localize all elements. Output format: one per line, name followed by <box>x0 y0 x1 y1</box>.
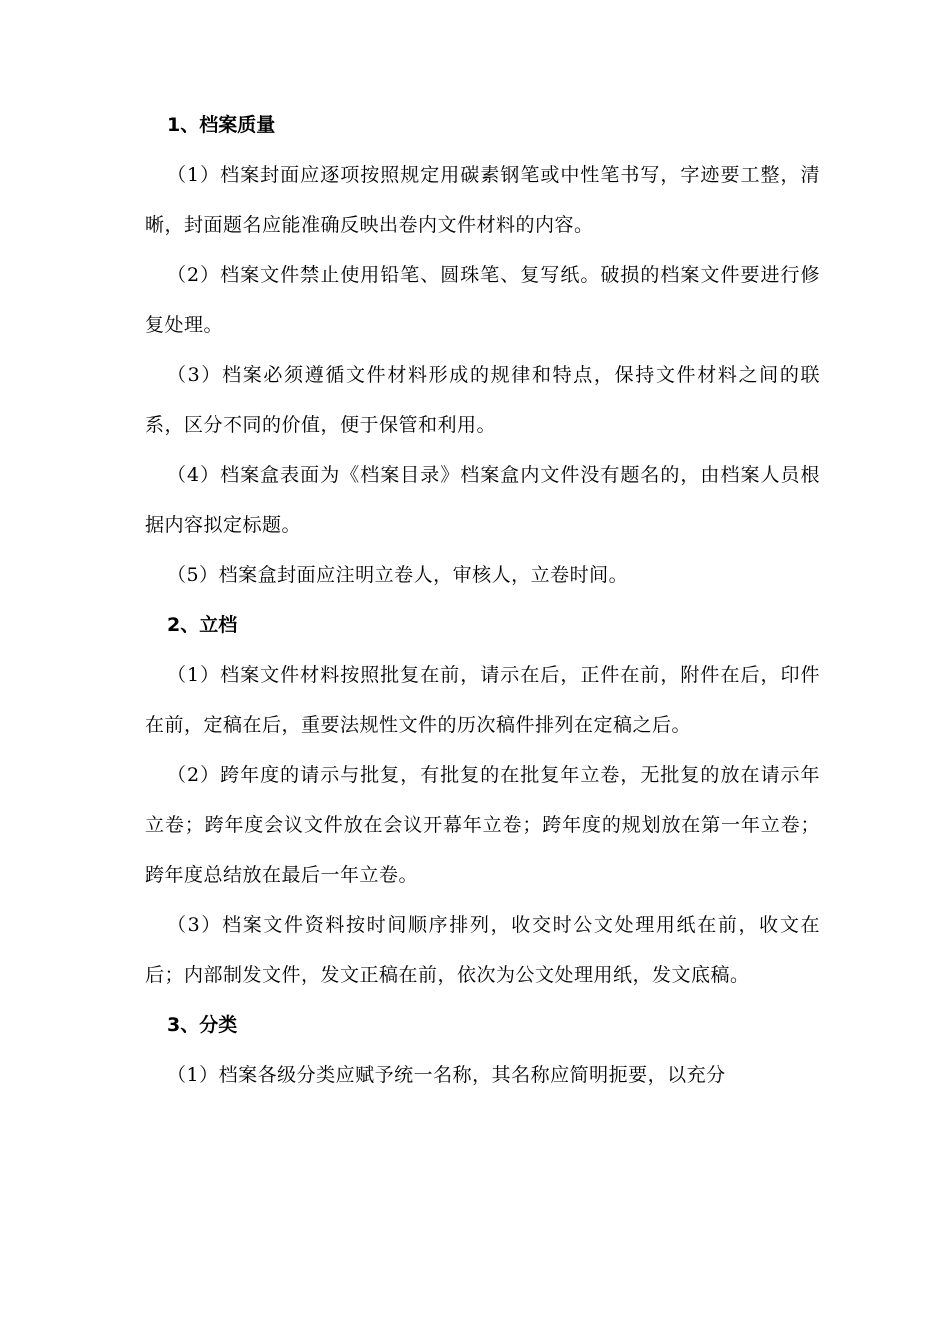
paragraph-1-4: （4）档案盒表面为《档案目录》档案盒内文件没有题名的，由档案人员根据内容拟定标题。 <box>145 464 820 536</box>
paragraph-2-3: （3）档案文件资料按时间顺序排列，收交时公文处理用纸在前，收文在后；内部制发文件，发文正稿在前，依次为公文处理用纸，发文底稿。 <box>145 914 820 986</box>
paragraph-1-5: （5）档案盒封面应注明立卷人，审核人，立卷时间。 <box>167 564 629 586</box>
paragraph-2-1: （1）档案文件材料按照批复在前，请示在后，正件在前，附件在后，印件在前，定稿在后，重要法规性文件的历次稿件排列在定稿之后。 <box>145 664 820 736</box>
paragraph-3-1: （1）档案各级分类应赋予统一名称，其名称应简明扼要，以充分 <box>167 1064 726 1086</box>
paragraph-1-1: （1）档案封面应逐项按照规定用碳素钢笔或中性笔书写，字迹要工整，清晰，封面题名应能准确反映出卷内文件材料的内容。 <box>145 164 820 236</box>
paragraph-2-2: （2）跨年度的请示与批复，有批复的在批复年立卷，无批复的放在请示年立卷；跨年度会议文件放在会议开幕年立卷；跨年度的规划放在第一年立卷；跨年度总结放在最后一年立卷。 <box>145 764 820 886</box>
document-body <box>145 100 820 1100</box>
section-heading-1: 1、档案质量 <box>167 114 276 136</box>
paragraph-1-3: （3）档案必须遵循文件材料形成的规律和特点，保持文件材料之间的联系，区分不同的价值，便于保管和利用。 <box>145 364 820 436</box>
section-heading-2: 2、立档 <box>167 614 238 636</box>
paragraph-1-2: （2）档案文件禁止使用铅笔、圆珠笔、复写纸。破损的档案文件要进行修复处理。 <box>145 264 820 336</box>
section-heading-3: 3、分类 <box>167 1014 238 1036</box>
